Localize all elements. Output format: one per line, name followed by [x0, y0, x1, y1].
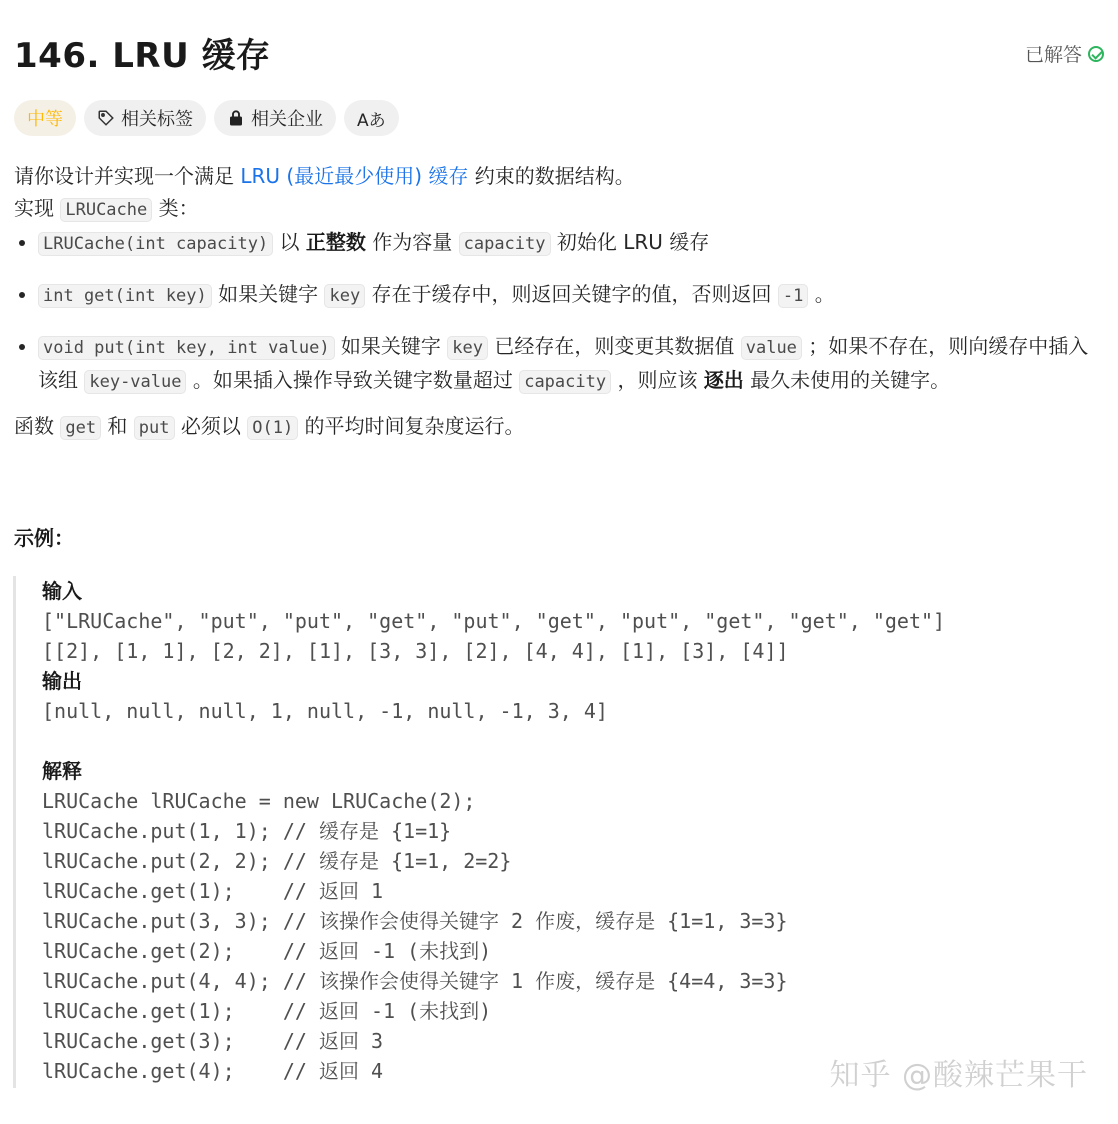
explain-label: 解释 — [42, 759, 82, 783]
impl-paragraph — [14, 192, 1104, 226]
difficulty-badge[interactable] — [14, 100, 76, 136]
text: 。如果插入操作导致关键字数量超过 — [186, 368, 520, 392]
explain-line: lRUCache.get(2); // 返回 -1 (未找到) — [42, 939, 492, 963]
lock-icon — [227, 109, 245, 127]
inline-code: key-value — [84, 370, 186, 394]
related-companies-button[interactable] — [214, 100, 336, 136]
explain-line: lRUCache.get(3); // 返回 3 — [42, 1029, 384, 1053]
problem-title: 146. LRU 缓存 — [14, 36, 271, 76]
input-line: [[2], [1, 1], [2, 2], [1], [3, 3], [2], [4, 4], [1], [3], [4]] — [42, 639, 789, 663]
tag-bar — [14, 100, 399, 136]
list-item — [38, 226, 1104, 260]
inline-code: O(1) — [247, 416, 298, 440]
tag-icon — [97, 109, 115, 127]
inline-code: put — [134, 416, 175, 440]
inline-code: get — [60, 416, 101, 440]
translate-icon: Aあ — [357, 110, 386, 131]
intro-paragraph — [14, 160, 1104, 192]
text: 已经存在，则变更其数据值 — [488, 334, 741, 358]
inline-code: LRUCache(int capacity) — [38, 232, 273, 256]
related-companies-label: 相关企业 — [251, 109, 323, 130]
impl-text: 实现 — [14, 196, 61, 220]
explain-line: lRUCache.get(1); // 返回 1 — [42, 879, 384, 903]
blank-row — [42, 726, 1103, 756]
explain-line: lRUCache.put(4, 4); // 该操作会使得关键字 1 作废，缓存是 {4=4, 3=3} — [42, 969, 788, 993]
text: 存在于缓存中，则返回关键字的值，否则返回 — [365, 282, 778, 306]
text: 以 — [273, 230, 306, 254]
inline-code: value — [741, 336, 802, 360]
problem-description — [14, 160, 1104, 416]
text: 必须以 — [174, 414, 248, 438]
example-heading: 示例： — [14, 526, 74, 550]
lru-link[interactable]: LRU (最近最少使用) 缓存 — [240, 164, 469, 188]
intro-text-end: 约束的数据结构。 — [468, 164, 635, 188]
watermark: 知乎 @酸辣芒果干 — [829, 1058, 1088, 1093]
explain-line: lRUCache.put(1, 1); // 缓存是 {1=1} — [42, 819, 452, 843]
text: ，则应该 — [611, 368, 704, 392]
impl-text-end: 类： — [152, 196, 199, 220]
inline-code: key — [447, 336, 488, 360]
bold-text: 正整数 — [305, 230, 366, 254]
rules-list — [14, 226, 1104, 398]
inline-code: LRUCache — [60, 198, 152, 222]
text: ；如果不存在，则向缓存中插入该组 — [38, 334, 1089, 392]
text: 最久未使用的关键字。 — [743, 368, 951, 392]
inline-code: capacity — [459, 232, 551, 256]
inline-code: capacity — [519, 370, 611, 394]
inline-code: key — [324, 284, 365, 308]
input-label: 输入 — [42, 579, 82, 603]
solved-status — [1025, 40, 1104, 67]
bold-text: 逐出 — [703, 368, 744, 392]
text: 和 — [101, 414, 134, 438]
inline-code: int get(int key) — [38, 284, 212, 308]
list-item — [38, 330, 1104, 398]
text: 如果关键字 — [211, 282, 325, 306]
check-circle-icon — [1088, 46, 1104, 62]
example-block — [13, 576, 1103, 1088]
explain-line: lRUCache.put(2, 2); // 缓存是 {1=1, 2=2} — [42, 849, 512, 873]
related-tags-label: 相关标签 — [121, 109, 193, 130]
output-label: 输出 — [42, 669, 82, 693]
explain-line: lRUCache.get(1); // 返回 -1 (未找到) — [42, 999, 492, 1023]
input-line: ["LRUCache", "put", "put", "get", "put", "get", "put", "get", "get", "get"] — [42, 609, 946, 633]
complexity-paragraph — [14, 410, 525, 439]
difficulty-label: 中等 — [27, 109, 63, 130]
text: 如果关键字 — [334, 334, 448, 358]
text: 的平均时间复杂度运行。 — [298, 414, 525, 438]
inline-code: void put(int key, int value) — [38, 336, 335, 360]
explain-line: lRUCache.get(4); // 返回 4 — [42, 1059, 384, 1083]
related-tags-button[interactable] — [84, 100, 206, 136]
intro-text: 请你设计并实现一个满足 — [14, 164, 241, 188]
output-line: [null, null, null, 1, null, -1, null, -1, 3, 4] — [42, 699, 608, 723]
list-item — [38, 278, 1104, 312]
text: 。 — [808, 282, 835, 306]
explain-line: lRUCache.put(3, 3); // 该操作会使得关键字 2 作废，缓存是 {1=1, 3=3} — [42, 909, 788, 933]
text: 函数 — [14, 414, 61, 438]
text: 初始化 LRU 缓存 — [550, 230, 710, 254]
inline-code: -1 — [778, 284, 808, 308]
text: 作为容量 — [365, 230, 459, 254]
translate-button[interactable] — [344, 100, 399, 136]
solved-label: 已解答 — [1024, 44, 1082, 66]
explain-line: LRUCache lRUCache = new LRUCache(2); — [42, 789, 476, 813]
